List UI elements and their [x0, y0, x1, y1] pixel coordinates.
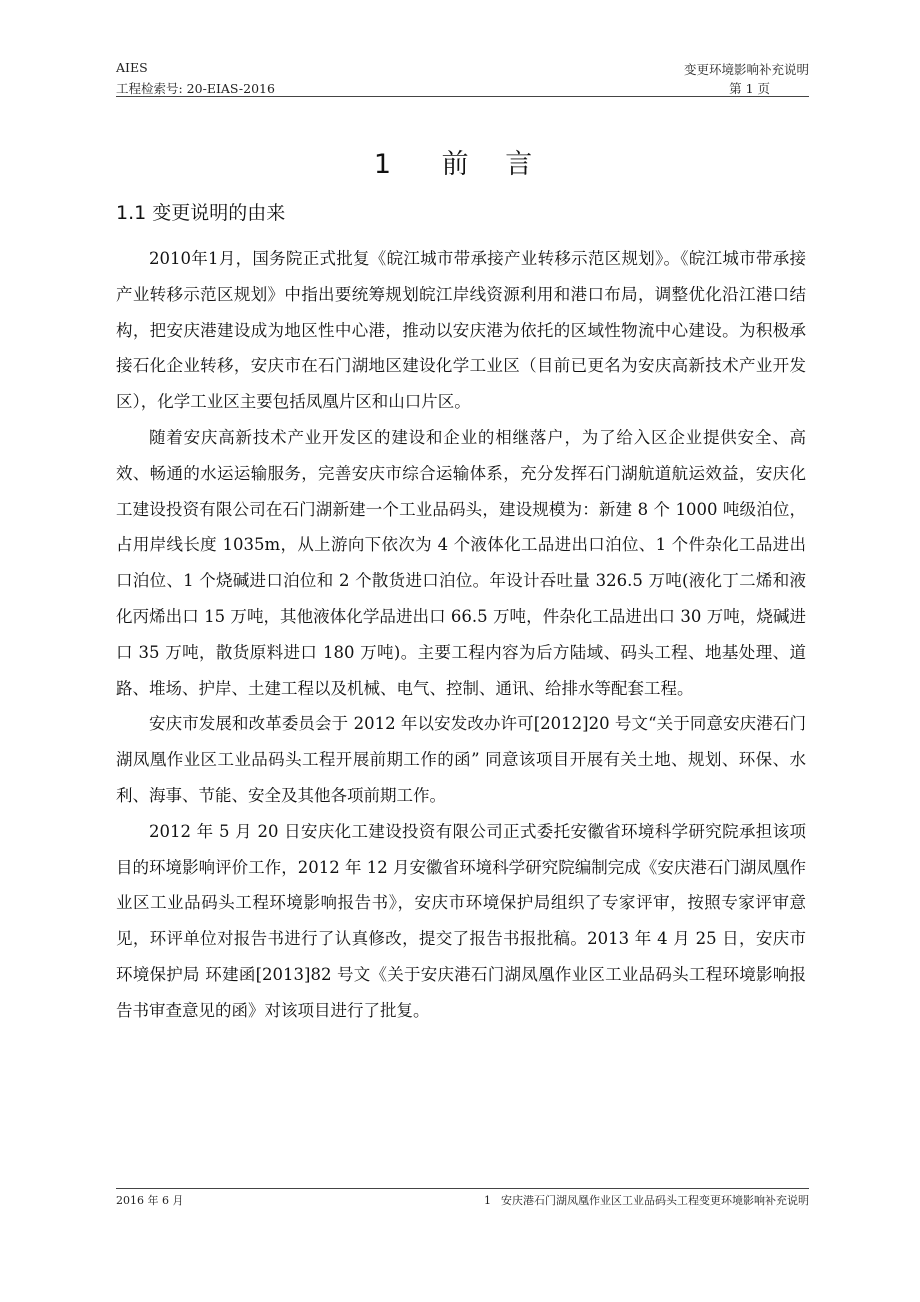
chapter-title: [0, 142, 920, 181]
footer-divider: [116, 1188, 809, 1189]
paragraph: 随着安庆高新技术产业开发区的建设和企业的相继落户，为了给入区企业提供安全、高效、畅通的水运运输服务，完善安庆市综合运输体系，充分发挥石门湖航道航运效益，安庆化工建设投资有限公司在石门湖新建一个工业品码头，建设规模为：新建 8 个 1000 吨级泊位，占用岸线长度 1035m，从上游向下依次为 4 个液体化工品进出口泊位、1 个件杂化工品进出口泊位、1 个烧碱进口泊位和 2 个散货进口泊位。年设计吞吐量 326.5 万吨(液化丁二烯和液化丙烯出口 15 万吨，其他液体化学品进出口 66.5 万吨，件杂化工品进出口 30 万吨，烧碱进口 35 万吨，散货原料进口 180 万吨)。主要工程内容为后方陆域、码头工程、地基处理、道路、堆场、护岸、土建工程以及机械、电气、控制、通讯、给排水等配套工程。: [116, 427, 806, 698]
footer-page-number: 1: [484, 1194, 491, 1207]
chapter-title-char: 前: [441, 149, 469, 180]
header-project-number: 工程检索号: 20-EIAS-2016: [116, 81, 275, 96]
header-org: AIES: [116, 60, 148, 75]
chapter-title-char: 言: [505, 149, 533, 180]
header-document-title: 变更环境影响补充说明: [683, 62, 809, 77]
footer-right: [484, 1192, 809, 1208]
section-heading: 1.1 变更说明的由来: [116, 202, 286, 224]
footer-date: 2016 年 6 月: [116, 1194, 184, 1207]
paragraph: 安庆市发展和改革委员会于 2012 年以安发改办许可[2012]20 号文“关于同意安庆港石门湖凤凰作业区工业品码头工程开展前期工作的函” 同意该项目开展有关土地、规划、环保、水利、海事、节能、安全及其他各项前期工作。: [116, 714, 806, 805]
chapter-number: 1: [373, 149, 391, 180]
footer-document-title: 安庆港石门湖凤凰作业区工业品码头工程变更环境影响补充说明: [501, 1194, 809, 1207]
paragraph: 2010年1月，国务院正式批复《皖江城市带承接产业转移示范区规划》。《皖江城市带承接产业转移示范区规划》中指出要统筹规划皖江岸线资源利用和港口布局，调整优化沿江港口结构，把安庆港建设成为地区性中心港，推动以安庆港为依托的区域性物流中心建设。为积极承接石化企业转移，安庆市在石门湖地区建设化学工业区（目前已更名为安庆高新技术产业开发区），化学工业区主要包括凤凰片区和山口片区。: [116, 249, 806, 412]
paragraph: 2012 年 5 月 20 日安庆化工建设投资有限公司正式委托安徽省环境科学研究院承担该项目的环境影响评价工作，2012 年 12 月安徽省环境科学研究院编制完成《安庆港石门湖凤凰作业区工业品码头工程环境影响报告书》，安庆市环境保护局组织了专家评审，按照专家评审意见，环评单位对报告书进行了认真修改，提交了报告书报批稿。2013 年 4 月 25 日，安庆市环境保护局 环建函[2013]82 号文《关于安庆港石门湖凤凰作业区工业品码头工程环境影响报告书审查意见的函》对该项目进行了批复。: [116, 821, 806, 1020]
body-text: [116, 241, 806, 1029]
header-page-label: 第 1 页: [729, 81, 770, 96]
header-divider: [116, 96, 809, 97]
